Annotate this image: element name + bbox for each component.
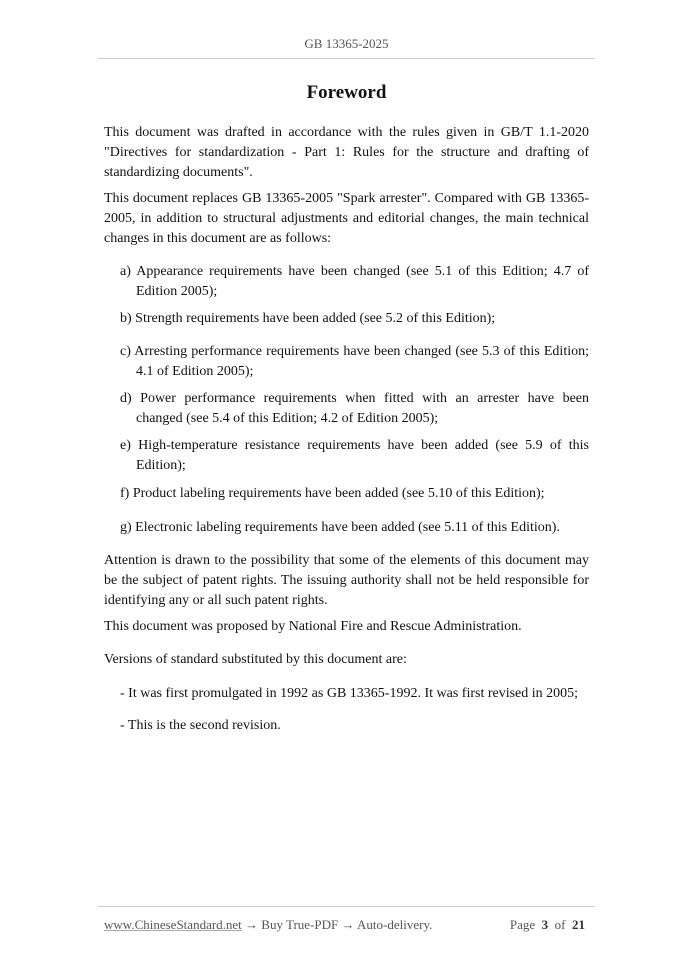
list-item: c) Arresting performance requirements have been changed (see 5.3 of this Edition; 4.1 of Edition 2005); [120, 344, 589, 379]
footer [104, 917, 585, 933]
paragraph-versions: Versions of standard substituted by this document are: [104, 652, 407, 667]
footer-tagline: → Buy True-PDF → Auto-delivery. [241, 917, 433, 932]
page-number [510, 917, 585, 933]
list-item: d) Power performance requirements when fitted with an arrester have been changed (see 5.4 of this Edition; 4.2 of Edition 2005); [120, 391, 589, 426]
paragraph-proposed: This document was proposed by National Fire and Rescue Administration. [104, 619, 522, 634]
paragraph-replaces: This document replaces GB 13365-2005 "Spark arrester". Compared with GB 13365-2005, in addition to structural adjustments and editorial changes, the main technical changes in this document are as follows: [104, 191, 589, 246]
list-item: e) High-temperature resistance requirements have been added (see 5.9 of this Edition); [120, 438, 589, 473]
list-item: g) Electronic labeling requirements have been added (see 5.11 of this Edition). [120, 520, 560, 535]
list-item: b) Strength requirements have been added (see 5.2 of this Edition); [120, 311, 496, 326]
paragraph-drafting-rules: This document was drafted in accordance with the rules given in GB/T 1.1-2020 "Directives for standardization - Part 1: Rules for the structure and drafting of standardizing documents". [104, 125, 589, 180]
page-total: 21 [572, 917, 585, 932]
page-current: 3 [541, 917, 549, 932]
footer-rule [98, 906, 595, 907]
list-item: a) Appearance requirements have been changed (see 5.1 of this Edition; 4.7 of Edition 2005); [120, 264, 589, 299]
running-header: GB 13365-2025 [304, 36, 389, 51]
page-title: Foreword [306, 82, 387, 103]
paragraph-patent: Attention is drawn to the possibility that some of the elements of this document may be the subject of patent rights. The issuing authority shall not be held responsible for identifying any or all such patent rights. [104, 553, 589, 608]
list-item: f) Product labeling requirements have been added (see 5.10 of this Edition); [120, 486, 545, 501]
list-item: - It was first promulgated in 1992 as GB 13365-1992. It was first revised in 2005; [120, 686, 579, 701]
page-label: Page [509, 917, 536, 932]
of-label: of [554, 917, 566, 932]
footer-promo [104, 917, 432, 933]
header-rule [98, 58, 595, 59]
list-item: - This is the second revision. [120, 718, 281, 733]
website-link[interactable]: www.ChineseStandard.net [104, 917, 242, 932]
